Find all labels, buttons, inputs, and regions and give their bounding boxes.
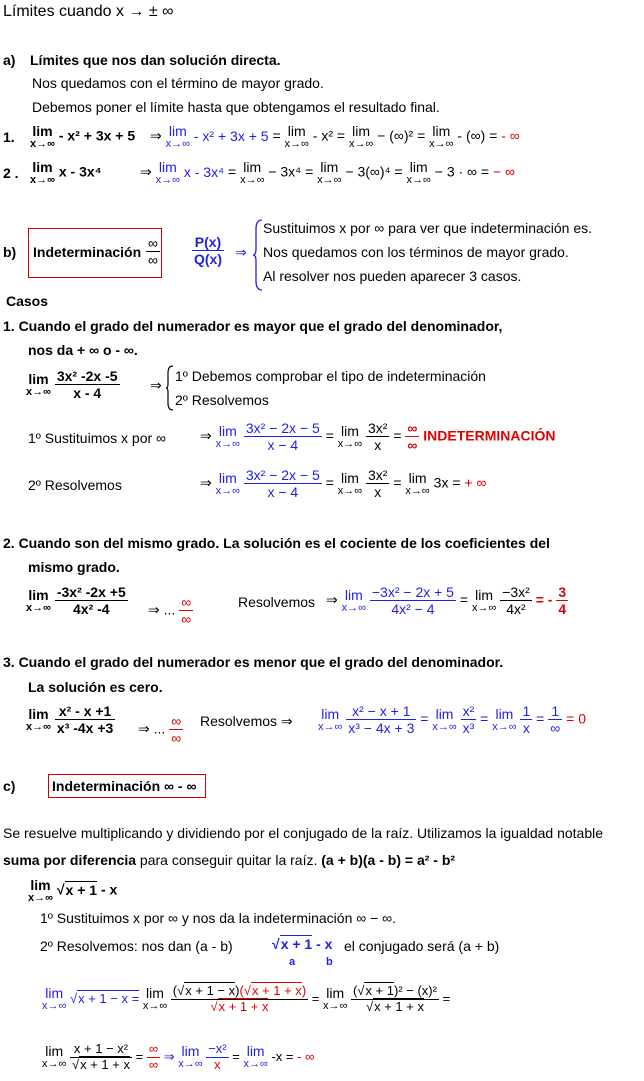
- caso-1-brace-icon: [165, 365, 175, 411]
- caso-1-title2: nos da + ∞ o - ∞.: [28, 342, 138, 358]
- example-2-limit: lim x→∞ x - 3x⁴: [30, 159, 102, 186]
- section-c-paragraph2: suma por diferencia para conseguir quitar la raíz. (a + b)(a - b) = a² - b²: [3, 852, 456, 868]
- caso-1-r1-label: 1º Sustituimos x por ∞: [28, 430, 167, 446]
- caso-1-step1: 1º Debemos comprobar el tipo de indeterminación: [175, 368, 486, 384]
- section-c-label: c): [3, 778, 16, 794]
- section-a-heading: Límites que nos dan solución directa.: [30, 52, 281, 68]
- section-c-expression: lim x→∞ √x + 1 - x: [28, 877, 118, 904]
- example-2-solution: ⇒ lim x→∞ x - 3x⁴ = lim x→∞ − 3x⁴ = lim x→∞ − 3(∞)⁴ = lim x→∞ − 3 · ∞ = − ∞: [140, 159, 516, 186]
- section-c-step1: 1º Sustituimos x por ∞ y nos da la indeterminación ∞ − ∞.: [40, 910, 397, 926]
- section-c-step2-tail: el conjugado será (a + b): [344, 938, 500, 954]
- caso-2-dots: ⇒ ... $\frac{\infty}{\infty}$: [148, 594, 192, 628]
- example-1-limit: lim x→∞ - x² + 3x + 5: [30, 123, 136, 150]
- example-2-number: 2 .: [3, 165, 19, 181]
- caso-3-resolvemos: Resolvemos ⇒: [200, 713, 293, 729]
- notable-identity: (a + b)(a - b) = a² - b²: [321, 852, 456, 868]
- caso-2-title2: mismo grado.: [28, 559, 120, 575]
- caso-2-resolvemos: Resolvemos: [238, 594, 316, 610]
- caso-3-expression: lim x→∞ $\frac{\text{x² - x +1}}{\text{x³ -4x +3}}$: [26, 703, 114, 737]
- section-b-box-text: Indeterminación: [33, 244, 142, 260]
- caso-1-expression: lim x→∞ $\frac{\text{3x² -2x -5}}{x - 4}$: [26, 368, 118, 402]
- caso-3-dots: ⇒ ... $\frac{\infty}{\infty}$: [138, 713, 182, 747]
- caso-1-arrow: ⇒: [150, 377, 162, 393]
- caso-1-r2-math: ⇒ lim x→∞ $\frac{\text{3x² − 2x − 5}}{x - 4}$ = lim x→∞ $\frac{\text{3x²}}{x}$ = lim x→∞ 3x = + ∞: [200, 467, 487, 501]
- example-2-expr: x - 3x⁴: [58, 163, 102, 180]
- section-a-line1: Nos quedamos con el término de mayor grado.: [32, 75, 324, 91]
- casos-title: Casos: [6, 293, 49, 309]
- section-b-brace-line3: Al resolver nos pueden aparecer 3 casos.: [263, 268, 522, 284]
- section-b-brace-line1: Sustituimos x por ∞ para ver que indeterminación es.: [263, 220, 593, 236]
- section-c-b-label: b: [326, 956, 333, 968]
- caso-2-title: 2. Cuando son del mismo grado. La solución es el cociente de los coeficientes del: [3, 535, 550, 551]
- caso-1-indet: INDETERMINACIÓN: [423, 427, 556, 444]
- caso-1-r1-math: ⇒ lim x→∞ $\frac{\text{3x² − 2x − 5}}{x - 4}$ = lim x→∞ $\frac{\text{3x²}}{x}$ = $\frac{\infty}{\infty}$ INDETERMINACIÓN: [200, 420, 556, 454]
- caso-1-title: 1. Cuando el grado del numerador es mayor que el grado del denominador,: [3, 318, 503, 334]
- section-c-formula1: lim x→∞ √x + 1 − x = lim x→∞ $\frac{(√x + 1 - x)(√x + 1 + x)}{√x + 1 + x}$ = lim x→∞ $\frac{\text{(√x + 1)² − (x)²}}{√x + 1 + x}$ =: [42, 983, 451, 1014]
- example-1-expr: - x² + 3x + 5: [58, 127, 136, 144]
- example-1-number: 1.: [3, 129, 15, 145]
- caso-1-result: + ∞: [464, 474, 487, 491]
- section-c-box-text: Indeterminación ∞ - ∞: [52, 778, 197, 794]
- section-c-step2: 2º Resolvemos: nos dan (a - b): [40, 938, 233, 954]
- section-a-line2: Debemos poner el límite hasta que obtengamos el resultado final.: [32, 99, 440, 115]
- caso-3-math: lim x→∞ $\frac{\text{x² − x + 1}}{\text{x³ − 4x + 3}}$ = lim x→∞ $\frac{\text{x²}}{\text{x³}}$ = lim x→∞ $\frac{1}{x}$ = $\frac{1}{\infty}$ = 0: [318, 703, 586, 737]
- section-c-a-label: a: [289, 956, 296, 968]
- section-c-result: - ∞: [297, 1048, 315, 1064]
- caso-2-result: $\frac{3}{4}$: [558, 584, 567, 618]
- section-b-arrow: ⇒: [235, 244, 247, 260]
- section-b-brace-line2: Nos quedamos con los términos de mayor grado.: [263, 244, 569, 260]
- caso-1-step2: 2º Resolvemos: [175, 392, 269, 408]
- caso-2-expression: lim x→∞ $\frac{\text{-3x² -2x +5}}{\text{4x² -4}}$: [26, 584, 126, 618]
- caso-1-r2-label: 2º Resolvemos: [28, 477, 122, 493]
- section-c-paragraph1: Se resuelve multiplicando y dividiendo por el conjugado de la raíz. Utilizamos la igualdad notable: [3, 825, 604, 841]
- example-1-result: - ∞: [501, 127, 520, 144]
- page-title: Límites cuando x → ± ∞: [3, 3, 174, 20]
- example-1-solution: ⇒ lim x→∞ - x² + 3x + 5 = lim x→∞ - x² = lim x→∞ − (∞)² = lim x→∞ - (∞) = - ∞: [150, 123, 520, 150]
- section-a-label: a): [3, 52, 16, 68]
- caso-3-result: 0: [578, 710, 586, 727]
- section-b-label: b): [3, 244, 17, 260]
- caso-3-title: 3. Cuando el grado del numerador es menor que el grado del denominador.: [3, 654, 504, 670]
- section-b-inf-fraction: $\frac{\infty}{\infty}$: [148, 235, 158, 269]
- section-c-formula2: lim x→∞ $\frac{\text{x + 1 − x²}}{√x + 1 + x}$ = $\frac{\infty}{\infty}$ ⇒ lim x→∞ $\frac{\text{−x²}}{x}$ = lim x→∞ -x = - ∞: [42, 1041, 315, 1072]
- example-2-result: − ∞: [492, 163, 516, 180]
- caso-3-title2: La solución es cero.: [28, 679, 163, 695]
- section-b-pq-fraction: $\frac{P(x)}{Q(x)}$: [194, 234, 222, 268]
- caso-2-math: ⇒ lim x→∞ $\frac{\text{−3x² − 2x + 5}}{\text{4x² − 4}}$ = lim x→∞ $\frac{\text{−3x²}}{\text{4x²}}$ = - $\frac{3}{4}$: [326, 584, 567, 618]
- section-c-ab-label: √x + 1 - x: [272, 936, 333, 952]
